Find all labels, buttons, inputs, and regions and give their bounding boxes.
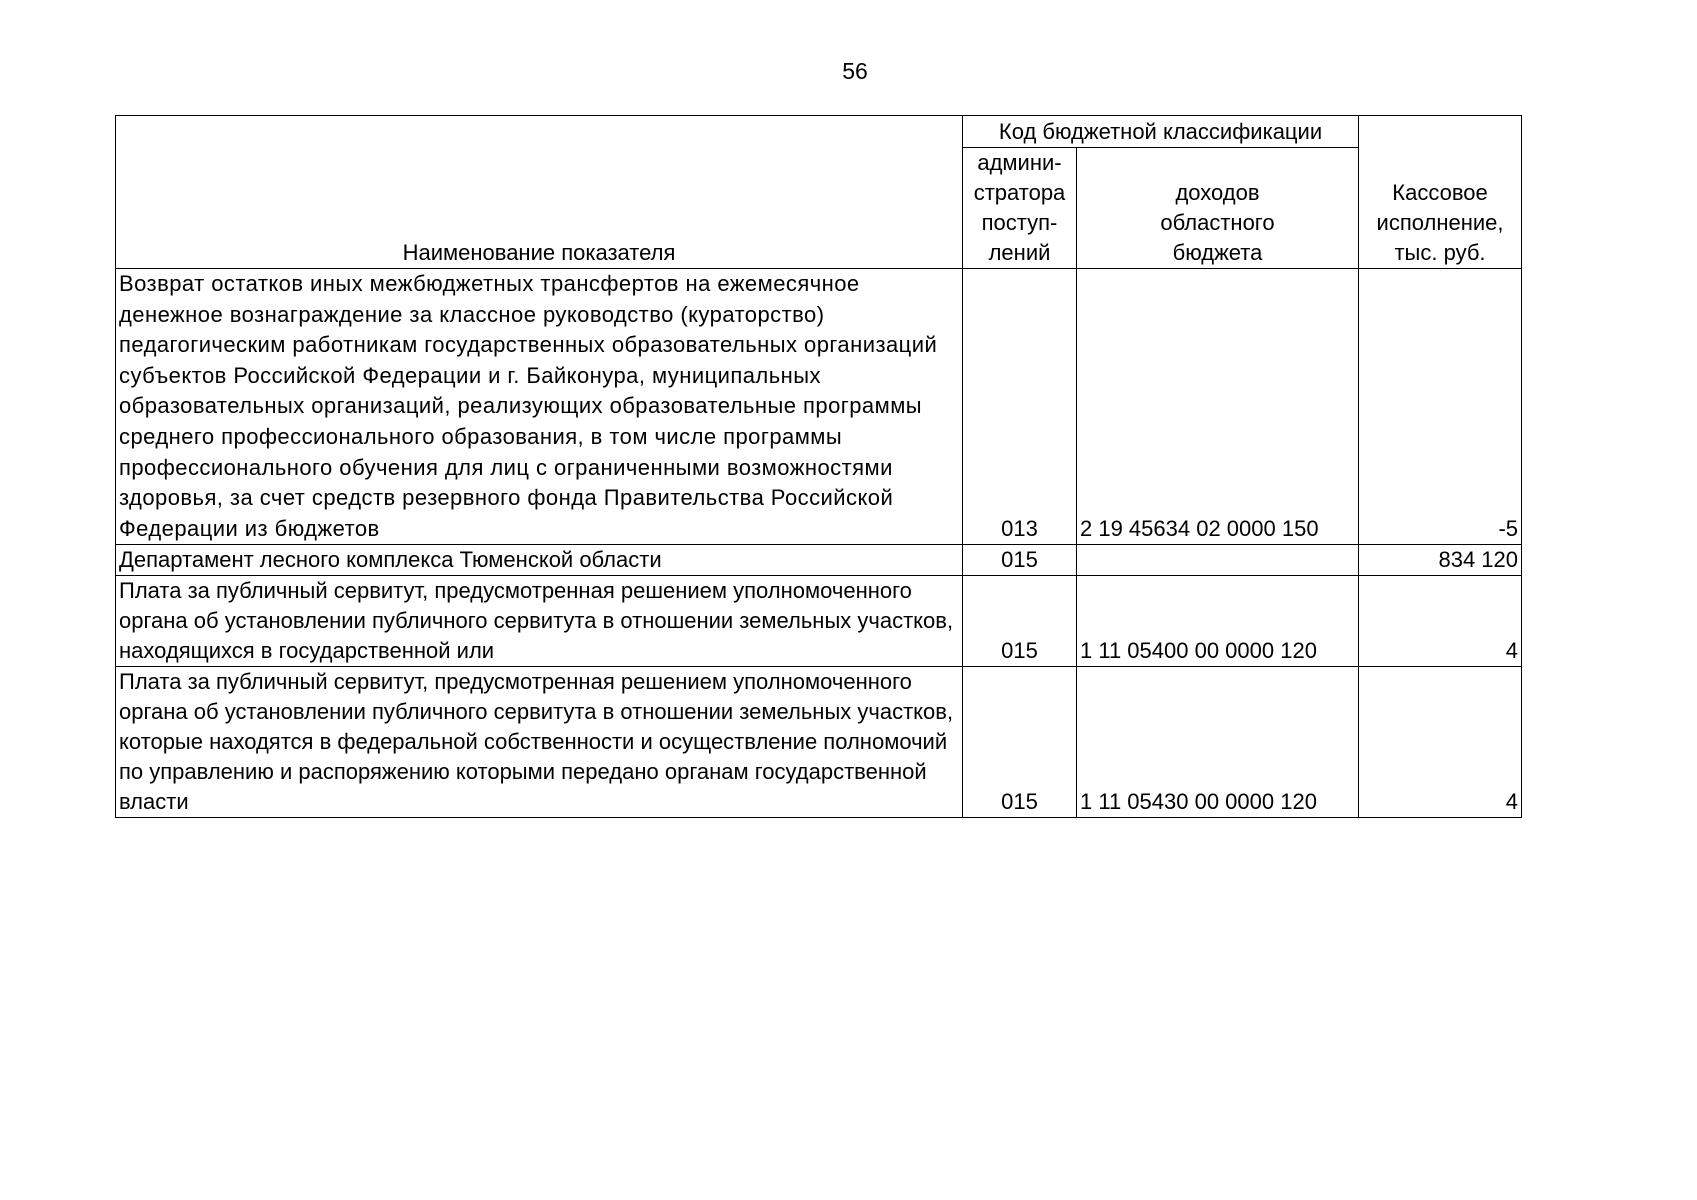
row-income-code: 1 11 05430 00 0000 120 <box>1077 667 1359 818</box>
header-name: Наименование показателя <box>116 116 963 269</box>
header-code-group: Код бюджетной классификации <box>963 116 1359 148</box>
row-admin-code: 013 <box>963 269 1077 545</box>
header-amount: Кассовое исполнение, тыс. руб. <box>1359 116 1522 269</box>
table-row <box>116 269 1522 545</box>
table-row <box>116 576 1522 667</box>
row-income-code: 1 11 05400 00 0000 120 <box>1077 576 1359 667</box>
page-number: 56 <box>842 58 868 84</box>
row-name: Возврат остатков иных межбюджетных трансфертов на ежемесячное денежное вознаграждение за классное руководство (кураторство) педагогическим работникам государственных образовательных организаций субъектов Российской Федерации и г. Байконура, муниципальных образовательных организаций, реализующих образовательные программы среднего профессионального образования, в том числе программы профессионального обучения для лиц с ограниченными возможностями здоровья, за счет средств резервного фонда Правительства Российской Федерации из бюджетов <box>116 269 963 545</box>
row-amount: 4 <box>1359 667 1522 818</box>
row-name: Плата за публичный сервитут, предусмотренная решением уполномоченного органа об установлении публичного сервитута в отношении земельных участков, находящихся в государственной или <box>116 576 963 667</box>
header-income: доходов областного бюджета <box>1077 148 1359 269</box>
row-admin-code: 015 <box>963 667 1077 818</box>
row-amount: 834 120 <box>1359 545 1522 576</box>
row-income-code: 2 19 45634 02 0000 150 <box>1077 269 1359 545</box>
table-row <box>116 667 1522 818</box>
table-row <box>116 545 1522 576</box>
row-admin-code: 015 <box>963 545 1077 576</box>
row-admin-code: 015 <box>963 576 1077 667</box>
header-row-top <box>116 116 1522 148</box>
budget-table <box>115 115 1522 818</box>
row-amount: -5 <box>1359 269 1522 545</box>
row-amount: 4 <box>1359 576 1522 667</box>
row-name: Департамент лесного комплекса Тюменской области <box>116 545 963 576</box>
row-income-code <box>1077 545 1359 576</box>
row-name: Плата за публичный сервитут, предусмотренная решением уполномоченного органа об установлении публичного сервитута в отношении земельных участков, которые находятся в федеральной собственности и осуществление полномочий по управлению и распоряжению которыми передано органам государственной власти <box>116 667 963 818</box>
header-admin: админи- стратора поступ- лений <box>963 148 1077 269</box>
